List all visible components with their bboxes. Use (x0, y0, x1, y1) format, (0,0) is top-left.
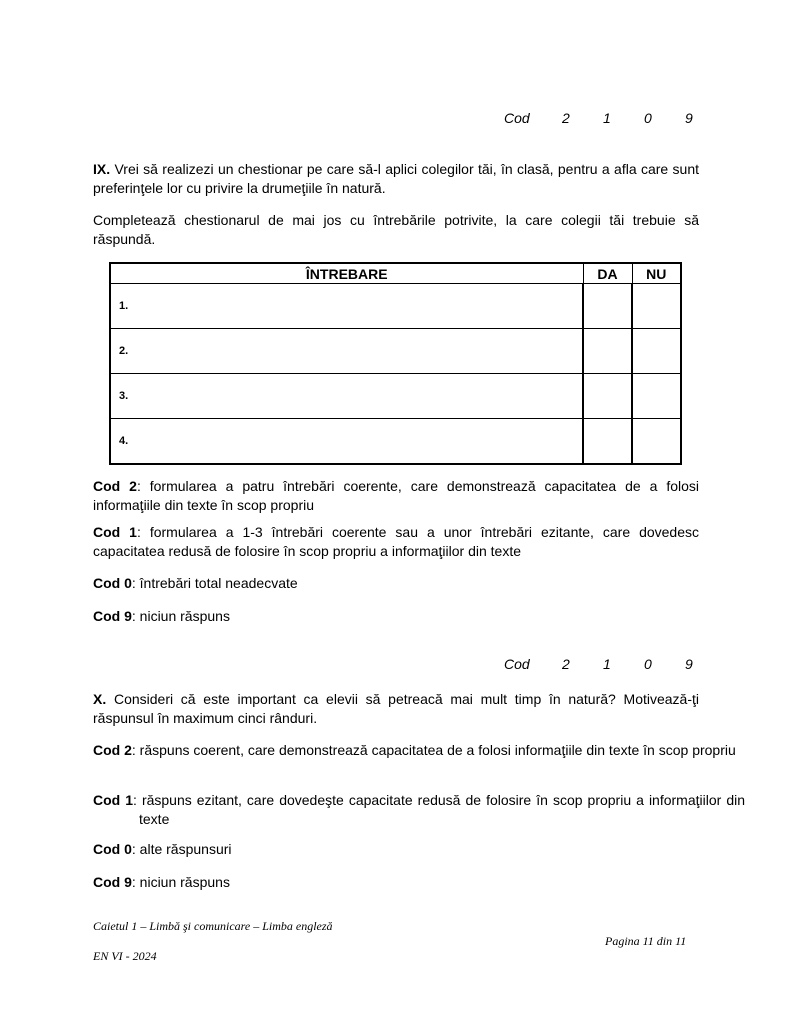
score-text: : întrebări total neadecvate (131, 575, 298, 591)
code-label: Cod (504, 656, 530, 672)
code-value: 1 (603, 110, 611, 126)
yes-box[interactable] (583, 419, 632, 465)
question-text: Vrei să realizezi un chestionar pe care să-l aplici colegilor tăi, în clasă, pentru a afla care sunt preferinţele lor cu privire la drumeţiile în natură. (93, 161, 699, 196)
score-code: Cod 9 (93, 874, 132, 890)
score-text: : răspuns coerent, care demonstrează capacitatea de a folosi informaţiile din texte în scop propriu (131, 742, 736, 758)
code-value: 9 (685, 110, 693, 126)
header-no: NU (632, 263, 681, 284)
code-value: 9 (685, 656, 693, 672)
x-scoring-9 (93, 873, 699, 892)
code-label: Cod (504, 110, 530, 126)
code-row-mid (504, 656, 726, 672)
no-box[interactable] (632, 419, 681, 465)
table-row (110, 284, 681, 329)
table-row (110, 329, 681, 374)
table-header-row (110, 263, 681, 284)
ix-scoring-0 (93, 574, 699, 593)
row-number: 3. (110, 374, 583, 419)
code-value: 0 (644, 656, 652, 672)
question-number: IX. (93, 161, 111, 177)
header-question: ÎNTREBARE (110, 263, 583, 284)
score-code: Cod 0 (93, 575, 132, 591)
code-value: 0 (644, 110, 652, 126)
table-row (110, 419, 681, 465)
score-text: : niciun răspuns (131, 608, 230, 624)
no-box[interactable] (632, 284, 681, 329)
code-value: 2 (562, 656, 570, 672)
ix-scoring-2 (93, 477, 699, 515)
footer-page-number: Pagina 11 din 11 (605, 934, 687, 948)
questionnaire-table (109, 262, 682, 465)
code-value: 2 (562, 110, 570, 126)
code-row-top (504, 110, 726, 126)
score-code: Cod 9 (93, 608, 132, 624)
no-box[interactable] (632, 374, 681, 419)
score-text: : formularea a patru întrebări coerente, care demonstrează capacitatea de a folosi informaţiile din texte în scop propriu (93, 478, 699, 513)
row-number: 1. (110, 284, 583, 329)
yes-box[interactable] (583, 284, 632, 329)
score-text: : niciun răspuns (131, 874, 230, 890)
question-x (93, 690, 699, 728)
ix-scoring-1 (93, 523, 699, 561)
score-code: Cod 0 (93, 841, 132, 857)
row-number: 4. (110, 419, 583, 465)
x-scoring-0 (93, 840, 699, 859)
row-number: 2. (110, 329, 583, 374)
score-text: : răspuns ezitant, care dovedeşte capacitate redusă de folosire în scop propriu a informaţiilor din texte (133, 792, 746, 827)
code-value: 1 (603, 656, 611, 672)
question-ix (93, 160, 699, 198)
ix-scoring-9 (93, 607, 699, 626)
score-text: : formularea a 1-3 întrebări coerente sau a unor întrebări ezitante, care dovedesc capacitatea redusă de folosire în scop propriu a informaţiilor din texte (93, 524, 700, 559)
score-code: Cod 2 (93, 478, 137, 494)
x-scoring-2 (93, 741, 745, 760)
footer-notebook: Caietul 1 – Limbă şi comunicare – Limba engleză (93, 919, 333, 933)
x-scoring-1 (93, 791, 745, 829)
score-code: Cod 1 (93, 524, 137, 540)
footer-exam: EN VI - 2024 (93, 949, 157, 963)
yes-box[interactable] (583, 329, 632, 374)
question-text: Consideri că este important ca elevii să petreacă mai mult timp în natură? Motivează-ţi răspunsul în maximum cinci rânduri. (93, 691, 699, 726)
score-code: Cod 1 (93, 792, 134, 808)
table-row (110, 374, 681, 419)
question-ix-instruction: Completează chestionarul de mai jos cu întrebările potrivite, la care colegii tăi trebuie să răspundă. (93, 212, 699, 247)
score-code: Cod 2 (93, 742, 132, 758)
header-yes: DA (583, 263, 632, 284)
yes-box[interactable] (583, 374, 632, 419)
score-text: : alte răspunsuri (131, 841, 232, 857)
no-box[interactable] (632, 329, 681, 374)
question-number: X. (93, 691, 107, 707)
